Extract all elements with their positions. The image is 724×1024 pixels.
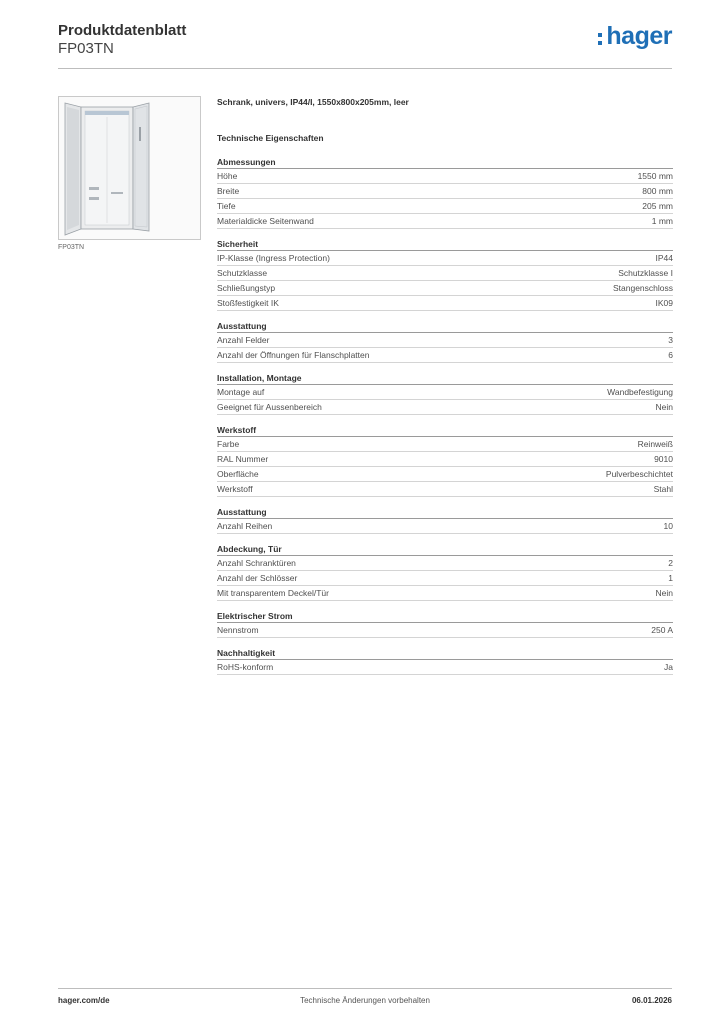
- property-row: [217, 184, 673, 199]
- property-row: [217, 467, 673, 482]
- property-row: [217, 333, 673, 348]
- tech-properties-heading: Technische Eigenschaften: [217, 133, 324, 143]
- footer-divider: [58, 988, 672, 989]
- property-label: Höhe: [217, 171, 238, 181]
- section-title: Nachhaltigkeit: [217, 647, 673, 660]
- section-title: Werkstoff: [217, 424, 673, 437]
- property-row: [217, 214, 673, 229]
- property-value: 9010: [654, 454, 673, 464]
- footer-website-link[interactable]: hager.com/de: [58, 996, 110, 1005]
- property-value: Stangenschloss: [612, 283, 673, 293]
- property-value: 10: [663, 521, 673, 531]
- property-label: Nennstrom: [217, 625, 259, 635]
- product-image: [58, 96, 201, 240]
- property-value: 250 A: [651, 625, 673, 635]
- section-title: Sicherheit: [217, 238, 673, 251]
- property-label: RoHS-konform: [217, 662, 274, 672]
- property-value: Nein: [655, 402, 673, 412]
- property-value: 6: [668, 350, 673, 360]
- property-label: Schutzklasse: [217, 268, 268, 278]
- property-value: IP44: [655, 253, 673, 263]
- property-label: Anzahl Felder: [217, 335, 270, 345]
- property-value: Pulverbeschichtet: [605, 469, 673, 479]
- property-row: [217, 348, 673, 363]
- property-row: [217, 586, 673, 601]
- property-label: Schließungstyp: [217, 283, 276, 293]
- property-label: Montage auf: [217, 387, 265, 397]
- section-title: Abmessungen: [217, 156, 673, 169]
- page-title: Produktdatenblatt: [58, 22, 187, 39]
- logo-text: hager: [606, 22, 672, 50]
- cabinet-illustration-icon: [59, 97, 200, 239]
- product-name: Schrank, univers, IP44/I, 1550x800x205mm, leer: [217, 97, 409, 107]
- property-label: Werkstoff: [217, 484, 253, 494]
- page-footer: [58, 996, 672, 1008]
- property-label: Materialdicke Seitenwand: [217, 216, 314, 226]
- property-section: [217, 238, 673, 311]
- property-section: [217, 506, 673, 534]
- section-title: Installation, Montage: [217, 372, 673, 385]
- property-value: 800 mm: [642, 186, 673, 196]
- property-label: Oberfläche: [217, 469, 259, 479]
- property-row: [217, 251, 673, 266]
- footer-disclaimer: Technische Änderungen vorbehalten: [300, 996, 430, 1005]
- hager-logo: [598, 22, 672, 51]
- property-label: Breite: [217, 186, 240, 196]
- property-row: [217, 400, 673, 415]
- logo-dots-icon: [598, 33, 604, 45]
- property-label: Mit transparentem Deckel/Tür: [217, 588, 329, 598]
- property-label: IP-Klasse (Ingress Protection): [217, 253, 330, 263]
- header-divider: [58, 68, 672, 69]
- property-section: [217, 320, 673, 363]
- property-value: 3: [668, 335, 673, 345]
- property-label: Stoßfestigkeit IK: [217, 298, 279, 308]
- property-row: [217, 199, 673, 214]
- property-label: Tiefe: [217, 201, 236, 211]
- property-row: [217, 437, 673, 452]
- property-row: [217, 296, 673, 311]
- property-label: RAL Nummer: [217, 454, 269, 464]
- property-section: [217, 647, 673, 675]
- property-value: 1550 mm: [637, 171, 673, 181]
- footer-date: 06.01.2026: [631, 996, 672, 1005]
- property-row: [217, 452, 673, 467]
- property-value: IK09: [655, 298, 673, 308]
- property-row: [217, 556, 673, 571]
- property-row: [217, 281, 673, 296]
- property-section: [217, 372, 673, 415]
- property-row: [217, 660, 673, 675]
- property-value: Wandbefestigung: [607, 387, 673, 397]
- section-title: Ausstattung: [217, 506, 673, 519]
- property-value: 205 mm: [642, 201, 673, 211]
- property-row: [217, 482, 673, 497]
- section-title: Abdeckung, Tür: [217, 543, 673, 556]
- property-value: Stahl: [653, 484, 673, 494]
- property-value: 1 mm: [651, 216, 673, 226]
- property-label: Anzahl Schranktüren: [217, 558, 296, 568]
- property-section: [217, 424, 673, 497]
- property-value: Nein: [655, 588, 673, 598]
- property-row: [217, 266, 673, 281]
- section-title: Elektrischer Strom: [217, 610, 673, 623]
- page-header: [58, 22, 672, 70]
- property-row: [217, 623, 673, 638]
- section-title: Ausstattung: [217, 320, 673, 333]
- property-value: Reinweiß: [637, 439, 673, 449]
- property-label: Anzahl der Schlösser: [217, 573, 298, 583]
- property-row: [217, 169, 673, 184]
- property-label: Farbe: [217, 439, 240, 449]
- property-row: [217, 519, 673, 534]
- property-row: [217, 571, 673, 586]
- property-label: Anzahl Reihen: [217, 521, 273, 531]
- property-value: Schutzklasse I: [618, 268, 673, 278]
- datasheet-content: [217, 96, 673, 684]
- property-label: Geeignet für Aussenbereich: [217, 402, 322, 412]
- image-caption: FP03TN: [58, 244, 85, 251]
- property-section: [217, 156, 673, 229]
- property-label: Anzahl der Öffnungen für Flanschplatten: [217, 350, 370, 360]
- property-section: [217, 543, 673, 601]
- properties-sections: [217, 156, 673, 675]
- property-section: [217, 610, 673, 638]
- property-value: Ja: [664, 662, 673, 672]
- product-code: FP03TN: [58, 40, 114, 57]
- property-value: 1: [668, 573, 673, 583]
- property-value: 2: [668, 558, 673, 568]
- property-row: [217, 385, 673, 400]
